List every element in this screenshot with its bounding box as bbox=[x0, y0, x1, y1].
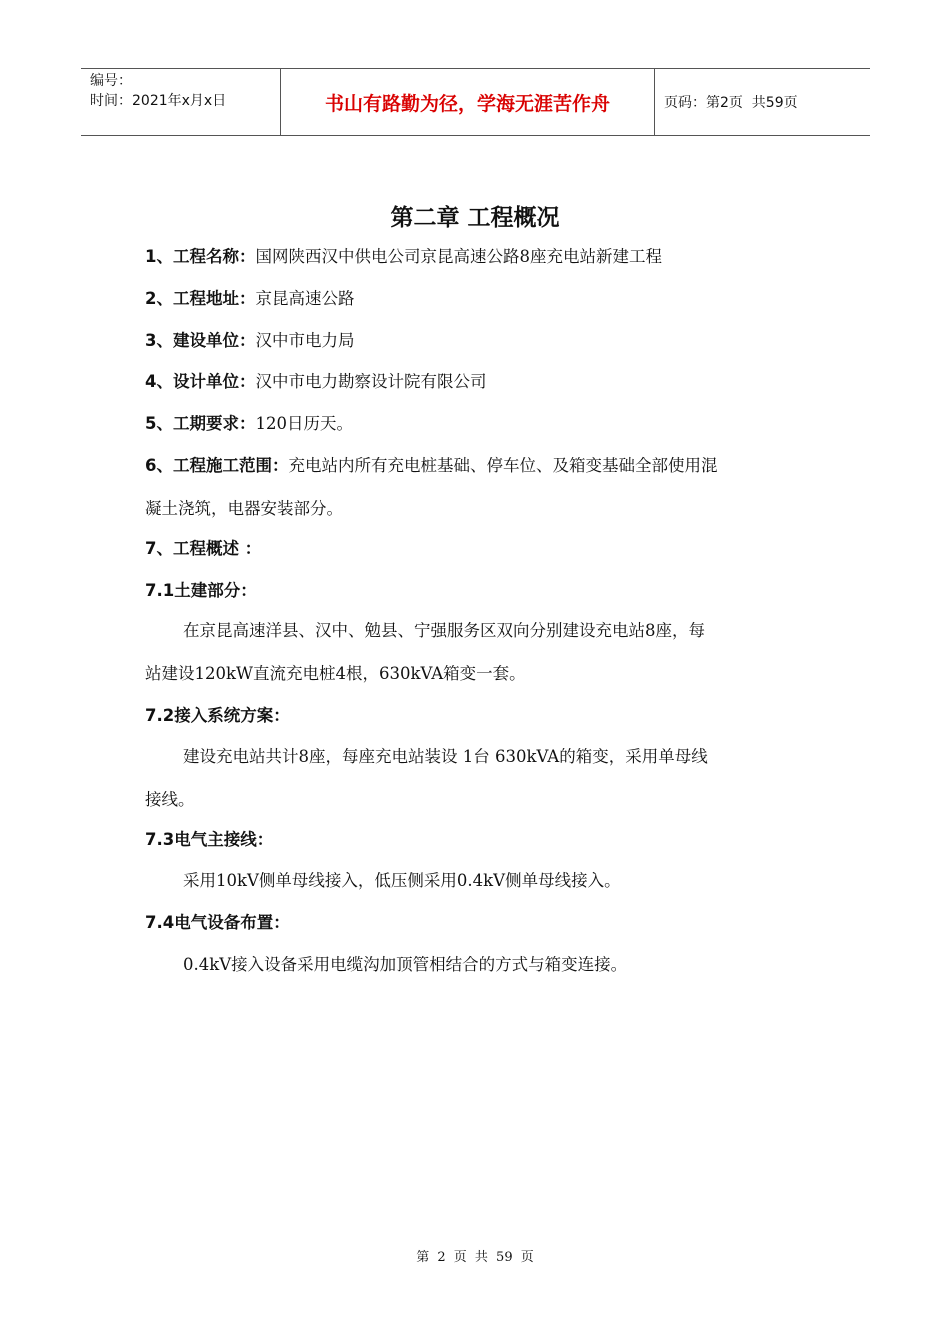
section-heading-7-1: 7.1土建部分： bbox=[145, 581, 257, 600]
header-page-info: 页码：第2页 共59页 bbox=[664, 95, 798, 111]
item-label: 3、建设单位： bbox=[145, 331, 256, 350]
item-construction-scope bbox=[145, 455, 815, 477]
section-text-line: 采用10kV侧单母线接入，低压侧采用0.4kV侧单母线接入。 bbox=[183, 871, 621, 890]
item-construction-unit bbox=[145, 330, 815, 352]
item-value: 充电站内所有充电桩基础、停车位、及箱变基础全部使用混 bbox=[288, 456, 718, 475]
document-date-label: 时间：2021年x月x日 bbox=[90, 93, 227, 109]
item-design-unit bbox=[145, 371, 815, 393]
item-label: 4、设计单位： bbox=[145, 372, 256, 391]
page-footer: 第 2 页 共 59 页 bbox=[416, 1250, 534, 1265]
item-value: 汉中市电力局 bbox=[255, 331, 355, 350]
item-project-name bbox=[145, 246, 815, 268]
item-value: 京昆高速公路 bbox=[255, 289, 355, 308]
item-label: 6、工程施工范围： bbox=[145, 456, 289, 475]
section-text-line: 在京昆高速洋县、汉中、勉县、宁强服务区双向分别建设充电站8座，每 bbox=[183, 621, 705, 640]
section-text-line: 建设充电站共计8座，每座充电站装设 1台 630kVA的箱变，采用单母线 bbox=[183, 747, 708, 766]
item-label: 1、工程名称： bbox=[145, 247, 256, 266]
item-schedule bbox=[145, 413, 815, 435]
item-label: 2、工程地址： bbox=[145, 289, 256, 308]
section-text-line: 站建设120kW直流充电桩4根，630kVA箱变一套。 bbox=[145, 664, 526, 683]
section-text-line: 0.4kV接入设备采用电缆沟加顶管相结合的方式与箱变连接。 bbox=[183, 955, 628, 974]
header-page-info-cell bbox=[655, 69, 870, 135]
chapter-title: 第二章 工程概况 bbox=[390, 204, 560, 231]
section-heading-7-3: 7.3电气主接线： bbox=[145, 830, 274, 849]
section-text-line: 接线。 bbox=[145, 790, 195, 809]
item-construction-scope-continued: 凝土浇筑，电器安装部分。 bbox=[145, 499, 343, 518]
item-overview-label: 7、工程概述 ： bbox=[145, 539, 262, 558]
header-motto: 书山有路勤为径，学海无涯苦作舟 bbox=[281, 69, 655, 135]
section-heading-7-2: 7.2接入系统方案： bbox=[145, 706, 290, 725]
item-value: 国网陕西汉中供电公司京昆高速公路8座充电站新建工程 bbox=[255, 247, 662, 266]
header-left-cell bbox=[81, 69, 281, 135]
item-project-address bbox=[145, 288, 815, 310]
item-label: 5、工期要求： bbox=[145, 414, 256, 433]
document-number-label: 编号： bbox=[90, 73, 132, 89]
item-value: 120日历天。 bbox=[255, 414, 353, 433]
section-heading-7-4: 7.4电气设备布置： bbox=[145, 913, 290, 932]
item-value: 汉中市电力勘察设计院有限公司 bbox=[255, 372, 487, 391]
page-header bbox=[81, 68, 870, 136]
